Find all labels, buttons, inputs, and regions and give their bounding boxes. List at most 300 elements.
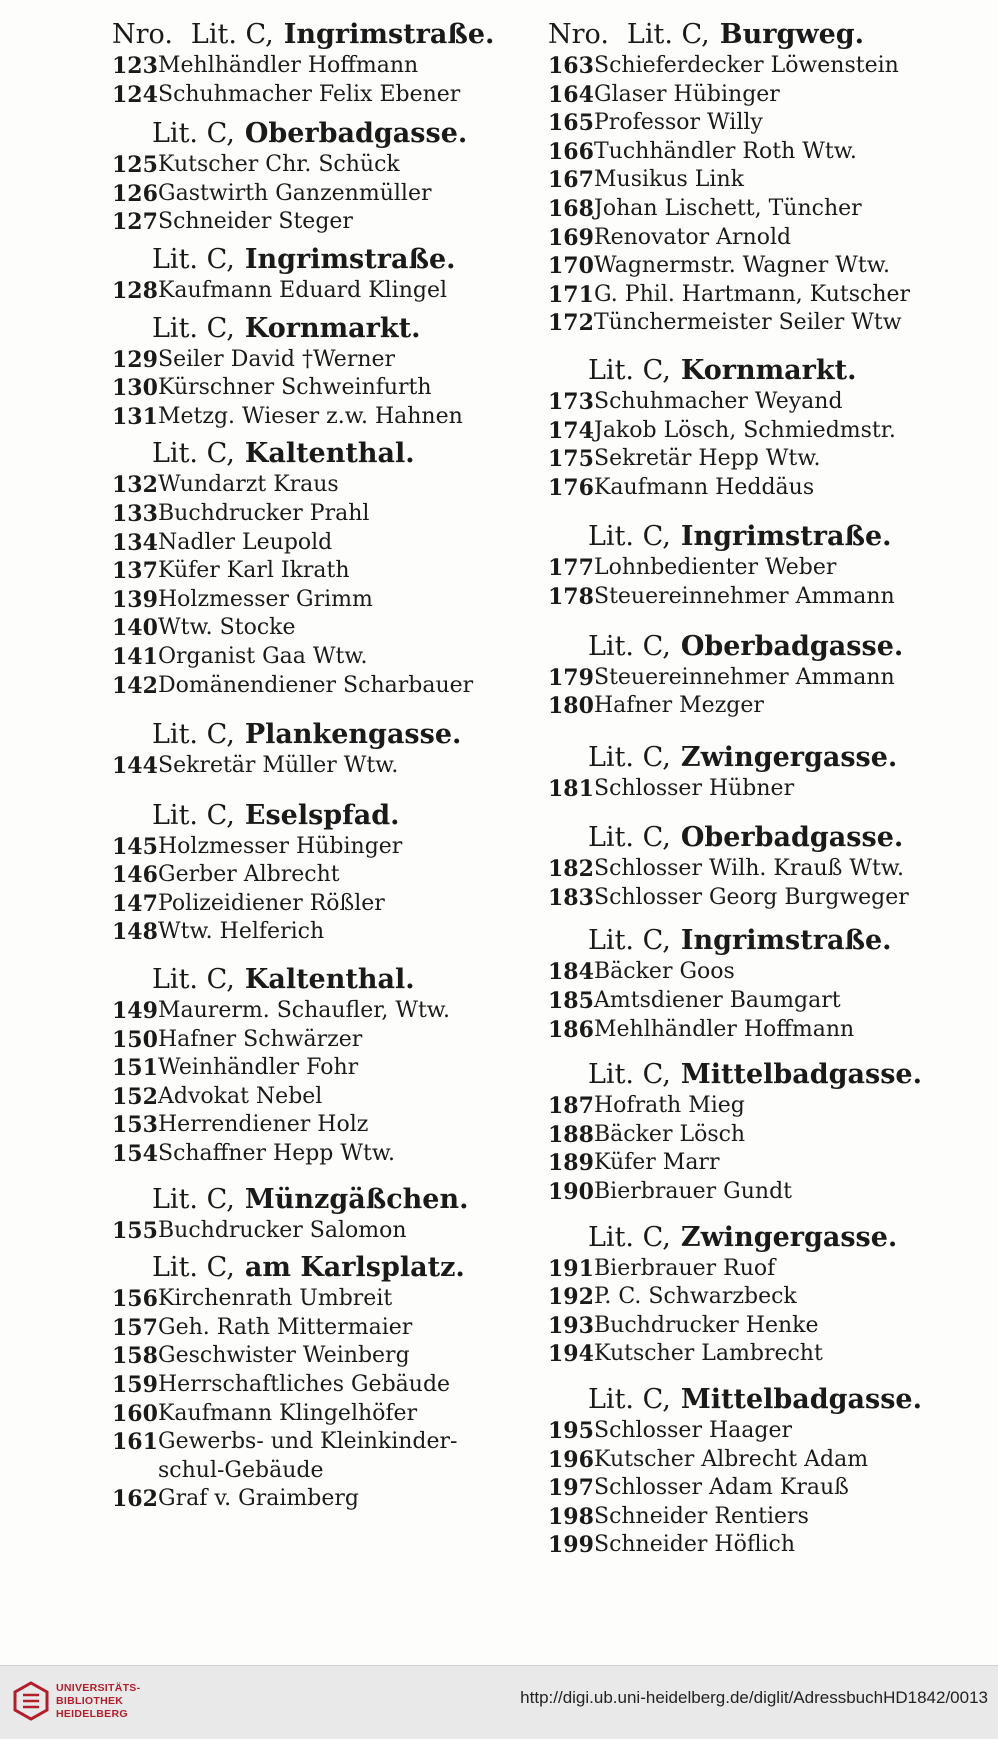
street-block: [112, 243, 522, 306]
lit-label: Lit. C,: [152, 118, 235, 150]
house-number: 172: [548, 310, 594, 337]
house-number: 128: [112, 277, 158, 304]
directory-entry: [548, 1340, 968, 1369]
right-column: [548, 18, 968, 1560]
street-name: Kornmarkt.: [244, 312, 421, 344]
street-name: Zwingergasse.: [680, 1221, 898, 1253]
house-number: 175: [548, 446, 594, 473]
directory-entry: [112, 1140, 522, 1169]
directory-entry: [548, 138, 968, 167]
directory-entry: [112, 752, 522, 781]
lit-label: Lit. C,: [588, 1384, 671, 1415]
house-number: 130: [112, 375, 158, 402]
house-number: 178: [548, 583, 594, 610]
house-number: 142: [112, 672, 158, 699]
house-number: 140: [112, 615, 158, 642]
directory-entry: [112, 1428, 522, 1457]
resident-name: Amtsdiener Baumgart: [594, 988, 841, 1014]
directory-entry: [112, 1285, 522, 1314]
directory-entry: [112, 346, 522, 375]
directory-entry: [112, 403, 522, 432]
street-heading: [548, 924, 968, 958]
directory-entry: [112, 180, 522, 209]
resident-name: Seiler David †Werner: [158, 346, 396, 372]
directory-entry: [548, 224, 968, 253]
directory-entry: [112, 1457, 522, 1486]
street-block: [548, 1221, 968, 1369]
directory-entry: [112, 81, 522, 110]
library-footer: [0, 1665, 998, 1739]
lit-label: Lit. C,: [588, 822, 671, 854]
resident-name: Glaser Hübinger: [594, 81, 780, 107]
street-heading: [112, 243, 522, 277]
directory-entry: [112, 1314, 522, 1343]
house-number: 181: [548, 775, 594, 802]
house-number: 197: [548, 1475, 594, 1502]
resident-name: Steuereinnehmer Ammann: [594, 664, 895, 690]
library-name-line: BIBLIOTHEK: [56, 1695, 124, 1707]
lit-label: Lit. C,: [152, 312, 235, 344]
lit-label: Lit. C,: [588, 925, 671, 957]
resident-name: Mehlhändler Hoffmann: [158, 53, 419, 78]
directory-entry: [112, 500, 522, 529]
street-block: [112, 963, 522, 1169]
house-number: 188: [548, 1121, 594, 1148]
street-heading: [548, 741, 968, 775]
house-number: 164: [548, 81, 594, 108]
resident-name: Kirchenrath Umbreit: [158, 1286, 393, 1312]
resident-name: Johan Lischett, Tüncher: [594, 195, 862, 221]
resident-name: Holzmesser Hübinger: [158, 833, 403, 859]
resident-name: Weinhändler Fohr: [158, 1055, 359, 1081]
directory-entry: [548, 1121, 968, 1150]
resident-name: Küfer Karl Ikrath: [158, 558, 350, 584]
street-name: Kaltenthal.: [244, 964, 415, 996]
resident-name: Schlosser Wilh. Krauß Wtw.: [594, 856, 904, 882]
house-number: 190: [548, 1179, 594, 1206]
street-heading: [112, 799, 522, 833]
lit-label: Lit. C,: [152, 719, 235, 751]
street-heading: [112, 312, 522, 346]
street-name: Kornmarkt.: [680, 354, 857, 386]
directory-entry: [548, 958, 968, 987]
house-number: 139: [112, 586, 158, 613]
street-heading: [112, 117, 522, 151]
directory-entry: [112, 833, 522, 862]
directory-entry: [112, 586, 522, 615]
street-name: am Karlsplatz.: [244, 1252, 465, 1284]
street-name: Oberbadgasse.: [244, 118, 468, 150]
house-number: 141: [112, 643, 158, 670]
resident-name: Professor Willy: [594, 110, 763, 136]
directory-entry: [548, 166, 968, 195]
resident-name: Schlosser Georg Burgweger: [594, 884, 909, 910]
street-heading: [548, 18, 968, 52]
house-number: 149: [112, 998, 158, 1025]
directory-entry: [548, 474, 968, 503]
house-number: 131: [112, 403, 158, 430]
street-block: [548, 821, 968, 912]
directory-entry: [548, 388, 968, 417]
resident-name: Kaufmann Klingelhöfer: [158, 1400, 418, 1426]
directory-entry: [548, 1255, 968, 1284]
directory-entry: [548, 1178, 968, 1207]
resident-name: Organist Gaa Wtw.: [158, 643, 368, 669]
directory-entry: [548, 1312, 968, 1341]
resident-name: Buchdrucker Salomon: [158, 1217, 407, 1243]
street-block: [112, 18, 522, 109]
lit-label: Lit. C,: [588, 521, 671, 553]
house-number: 189: [548, 1150, 594, 1177]
resident-name: Gerber Albrecht: [158, 862, 340, 888]
directory-entry: [548, 987, 968, 1016]
resident-name: Bäcker Goos: [594, 959, 735, 985]
resident-name: Bierbrauer Gundt: [594, 1179, 792, 1205]
house-number: 157: [112, 1314, 158, 1341]
lit-label: Lit. C,: [190, 19, 274, 50]
street-name: Ingrimstraße.: [680, 521, 892, 553]
resident-name: Hafner Schwärzer: [158, 1026, 363, 1052]
house-number: 195: [548, 1418, 594, 1444]
street-heading: [112, 18, 522, 52]
resident-name: Wagnermstr. Wagner Wtw.: [594, 253, 890, 279]
street-block: [548, 924, 968, 1044]
library-name-line: HEIDELBERG: [56, 1708, 128, 1720]
house-number: 126: [112, 180, 158, 207]
directory-entry: [548, 1531, 968, 1560]
resident-name: Hofrath Mieg: [594, 1093, 745, 1119]
resident-name: G. Phil. Hartmann, Kutscher: [594, 281, 911, 307]
street-name: Eselspfad.: [244, 799, 400, 831]
house-number: 150: [112, 1026, 158, 1053]
directory-entry: [112, 1083, 522, 1112]
lit-label: Lit. C,: [588, 354, 671, 386]
street-block: [548, 18, 968, 338]
directory-entry: [112, 1485, 522, 1514]
lit-label: Lit. C,: [152, 964, 235, 996]
resident-name: Wtw. Helferich: [158, 919, 325, 945]
street-block: [112, 799, 522, 947]
street-name: Mittelbadgasse.: [680, 1384, 922, 1415]
lit-label: Lit. C,: [152, 243, 235, 275]
directory-entry: [548, 1149, 968, 1178]
street-name: Burgweg.: [719, 19, 865, 50]
street-heading: [112, 437, 522, 471]
lit-label: Lit. C,: [152, 1252, 235, 1284]
house-number: 163: [548, 53, 594, 79]
resident-name: Graf v. Graimberg: [158, 1486, 359, 1512]
directory-entry: [112, 52, 522, 81]
house-number: 124: [112, 81, 158, 108]
resident-name: Steuereinnehmer Ammann: [594, 583, 895, 609]
house-number: 185: [548, 988, 594, 1015]
resident-name: Schneider Steger: [158, 209, 353, 235]
directory-entry: [112, 1026, 522, 1055]
house-number: 182: [548, 856, 594, 883]
lit-label: Lit. C,: [588, 1221, 671, 1253]
resident-name: Holzmesser Grimm: [158, 586, 373, 612]
house-number: 183: [548, 884, 594, 911]
lit-label: Lit. C,: [152, 438, 235, 470]
resident-name: Schuhmacher Felix Ebener: [158, 81, 461, 107]
street-name: Oberbadgasse.: [680, 630, 904, 662]
street-name: Mittelbadgasse.: [680, 1059, 922, 1091]
directory-entry: [548, 664, 968, 693]
house-number: 199: [548, 1532, 594, 1559]
directory-entry: [548, 109, 968, 138]
house-number: 196: [548, 1446, 594, 1473]
resident-name: Buchdrucker Henke: [594, 1312, 819, 1338]
left-column: [112, 18, 522, 1514]
directory-entry: [548, 309, 968, 338]
directory-entry: [548, 1283, 968, 1312]
street-heading: [112, 718, 522, 752]
resident-name: Bierbrauer Ruof: [594, 1255, 776, 1281]
resident-name: Domänendiener Scharbauer: [158, 672, 474, 698]
house-number: 180: [548, 693, 594, 720]
street-heading: [112, 1251, 522, 1285]
directory-entry: [548, 855, 968, 884]
directory-entry: [548, 1016, 968, 1045]
street-heading: [548, 1383, 968, 1417]
column-number-label: Nro.: [112, 19, 173, 50]
library-name-line: UNIVERSITÄTS-: [56, 1682, 141, 1694]
directory-entry: [548, 52, 968, 81]
street-name: Plankengasse.: [244, 719, 462, 751]
resident-name: Schneider Rentiers: [594, 1503, 809, 1529]
directory-entry: [548, 195, 968, 224]
directory-entry: [112, 529, 522, 558]
house-number: 166: [548, 138, 594, 165]
street-heading: [548, 520, 968, 554]
street-name: Ingrimstraße.: [244, 243, 456, 275]
street-heading: [548, 821, 968, 855]
directory-entry: [548, 775, 968, 804]
house-number: 155: [112, 1217, 158, 1244]
street-block: [548, 520, 968, 611]
resident-name: Hafner Mezger: [594, 693, 764, 719]
house-number: 123: [112, 53, 158, 79]
street-block: [548, 354, 968, 502]
house-number: 147: [112, 890, 158, 917]
lit-label: Lit. C,: [588, 630, 671, 662]
house-number: 167: [548, 167, 594, 194]
resident-name: Wundarzt Kraus: [158, 472, 339, 498]
house-number: 154: [112, 1141, 158, 1168]
street-heading: [548, 1058, 968, 1092]
resident-name: Gewerbs- und Kleinkinder-: [158, 1429, 458, 1455]
street-name: Zwingergasse.: [680, 741, 898, 773]
resident-name: Geh. Rath Mittermaier: [158, 1314, 413, 1340]
directory-entry: [548, 554, 968, 583]
street-name: Kaltenthal.: [244, 438, 415, 470]
resident-name: Musikus Link: [594, 167, 744, 193]
resident-name: Sekretär Müller Wtw.: [158, 753, 399, 779]
lit-label: Lit. C,: [152, 1183, 235, 1215]
directory-entry: [112, 471, 522, 500]
resident-name: Jakob Lösch, Schmiedmstr.: [594, 417, 896, 443]
directory-entry: [112, 277, 522, 306]
directory-entry: [548, 252, 968, 281]
street-block: [548, 1383, 968, 1560]
house-number: 176: [548, 474, 594, 501]
directory-entry: [112, 151, 522, 180]
house-number: 148: [112, 919, 158, 946]
directory-entry: [112, 861, 522, 890]
house-number: 174: [548, 417, 594, 444]
street-block: [112, 1183, 522, 1246]
resident-name: Wtw. Stocke: [158, 615, 296, 641]
directory-entry: [548, 1092, 968, 1121]
street-block: [548, 741, 968, 804]
house-number: 186: [548, 1016, 594, 1043]
resident-name: Schuhmacher Weyand: [594, 388, 843, 414]
lit-label: Lit. C,: [588, 1059, 671, 1091]
house-number: 129: [112, 346, 158, 373]
street-name: Ingrimstraße.: [680, 925, 892, 957]
resident-name: P. C. Schwarzbeck: [594, 1284, 797, 1310]
house-number: 198: [548, 1503, 594, 1530]
house-number: 187: [548, 1093, 594, 1120]
resident-name: Kaufmann Eduard Klingel: [158, 277, 448, 303]
street-block: [112, 312, 522, 432]
house-number: 179: [548, 664, 594, 691]
resident-name: Bäcker Lösch: [594, 1121, 746, 1147]
resident-name: Tuchhändler Roth Wtw.: [594, 138, 857, 164]
resident-name: Sekretär Hepp Wtw.: [594, 446, 821, 472]
house-number: 170: [548, 253, 594, 280]
resident-name: Schlosser Hübner: [594, 775, 795, 801]
directory-entry: [112, 1400, 522, 1429]
house-number: 173: [548, 388, 594, 415]
house-number: 152: [112, 1083, 158, 1110]
resident-name: Buchdrucker Prahl: [158, 500, 370, 526]
directory-entry: [548, 1503, 968, 1532]
resident-name: Kutscher Albrecht Adam: [594, 1446, 869, 1472]
street-block: [112, 1251, 522, 1514]
house-number: 134: [112, 529, 158, 556]
resident-name: Kaufmann Heddäus: [594, 474, 815, 500]
house-number: 193: [548, 1312, 594, 1339]
resident-name: Geschwister Weinberg: [158, 1343, 410, 1369]
resident-name: Kutscher Chr. Schück: [158, 152, 400, 178]
house-number: 191: [548, 1255, 594, 1282]
resident-name: Renovator Arnold: [594, 224, 792, 250]
directory-entry: [548, 445, 968, 474]
directory-entry: [112, 557, 522, 586]
directory-entry: [548, 583, 968, 612]
house-number: 137: [112, 558, 158, 585]
street-block: [112, 437, 522, 700]
resident-name: Schaffner Hepp Wtw.: [158, 1141, 396, 1167]
house-number: 162: [112, 1486, 158, 1513]
street-block: [112, 117, 522, 237]
house-number: 153: [112, 1112, 158, 1139]
directory-entry: [548, 1474, 968, 1503]
resident-name: Schieferdecker Löwenstein: [594, 53, 899, 78]
resident-name: Herrendiener Holz: [158, 1112, 369, 1138]
resident-name: Tünchermeister Seiler Wtw: [594, 310, 902, 336]
directory-entry: [112, 643, 522, 672]
resident-name: Schlosser Haager: [594, 1418, 792, 1443]
resident-name: Lohnbedienter Weber: [594, 555, 837, 581]
directory-entry: [548, 884, 968, 913]
house-number: 171: [548, 281, 594, 308]
house-number: 158: [112, 1343, 158, 1370]
resident-name: Mehlhändler Hoffmann: [594, 1016, 855, 1042]
street-block: [548, 1058, 968, 1206]
street-block: [112, 718, 522, 781]
resident-name: Schneider Höflich: [594, 1532, 796, 1558]
house-number: 151: [112, 1055, 158, 1082]
street-block: [548, 630, 968, 721]
resident-name: Metzg. Wieser z.w. Hahnen: [158, 403, 463, 429]
house-number: 177: [548, 555, 594, 582]
house-number: 160: [112, 1400, 158, 1427]
house-number: 145: [112, 833, 158, 860]
house-number: 165: [548, 110, 594, 137]
resident-name: Herrschaftliches Gebäude: [158, 1372, 451, 1397]
directory-entry: [112, 672, 522, 701]
street-heading: [548, 630, 968, 664]
house-number: 125: [112, 152, 158, 179]
street-name: Oberbadgasse.: [680, 822, 904, 854]
lit-label: Lit. C,: [152, 799, 235, 831]
house-number: 132: [112, 472, 158, 499]
house-number: 156: [112, 1286, 158, 1313]
resident-name: Nadler Leupold: [158, 529, 333, 555]
street-heading: [112, 1183, 522, 1217]
street-heading: [548, 1221, 968, 1255]
resident-name: Kürschner Schweinfurth: [158, 375, 432, 401]
directory-entry: [548, 281, 968, 310]
house-number: 192: [548, 1284, 594, 1311]
lit-label: Lit. C,: [588, 741, 671, 773]
house-number: 194: [548, 1341, 594, 1368]
directory-entry: [112, 1111, 522, 1140]
directory-entry: [112, 997, 522, 1026]
university-library-logo-icon: [12, 1680, 50, 1722]
house-number: 144: [112, 753, 158, 780]
house-number: 127: [112, 209, 158, 236]
house-number: 184: [548, 959, 594, 986]
street-name: Ingrimstraße.: [283, 19, 495, 50]
directory-entry: [548, 417, 968, 446]
house-number: 133: [112, 500, 158, 527]
street-name: Münzgäßchen.: [244, 1183, 469, 1215]
directory-entry: [548, 1446, 968, 1475]
resident-name: Küfer Marr: [594, 1150, 720, 1176]
directory-entry: [548, 692, 968, 721]
directory-entry: [112, 1217, 522, 1246]
directory-entry: [548, 1417, 968, 1446]
house-number: 169: [548, 224, 594, 251]
directory-entry: [112, 918, 522, 947]
directory-entry: [112, 890, 522, 919]
resident-name: Maurerm. Schaufler, Wtw.: [158, 998, 451, 1024]
directory-entry: [112, 614, 522, 643]
resident-name: Polizeidiener Rößler: [158, 890, 385, 916]
source-url-link[interactable]: http://digi.ub.uni-heidelberg.de/diglit/AdressbuchHD1842/0013: [520, 1688, 988, 1707]
column-number-label: Nro.: [548, 19, 609, 50]
resident-name: Schlosser Adam Krauß: [594, 1475, 849, 1501]
directory-entry: [112, 1342, 522, 1371]
directory-entry: [112, 208, 522, 237]
lit-label: Lit. C,: [626, 19, 710, 50]
house-number: 168: [548, 195, 594, 222]
resident-name: schul-Gebäude: [158, 1457, 324, 1483]
directory-entry: [112, 374, 522, 403]
